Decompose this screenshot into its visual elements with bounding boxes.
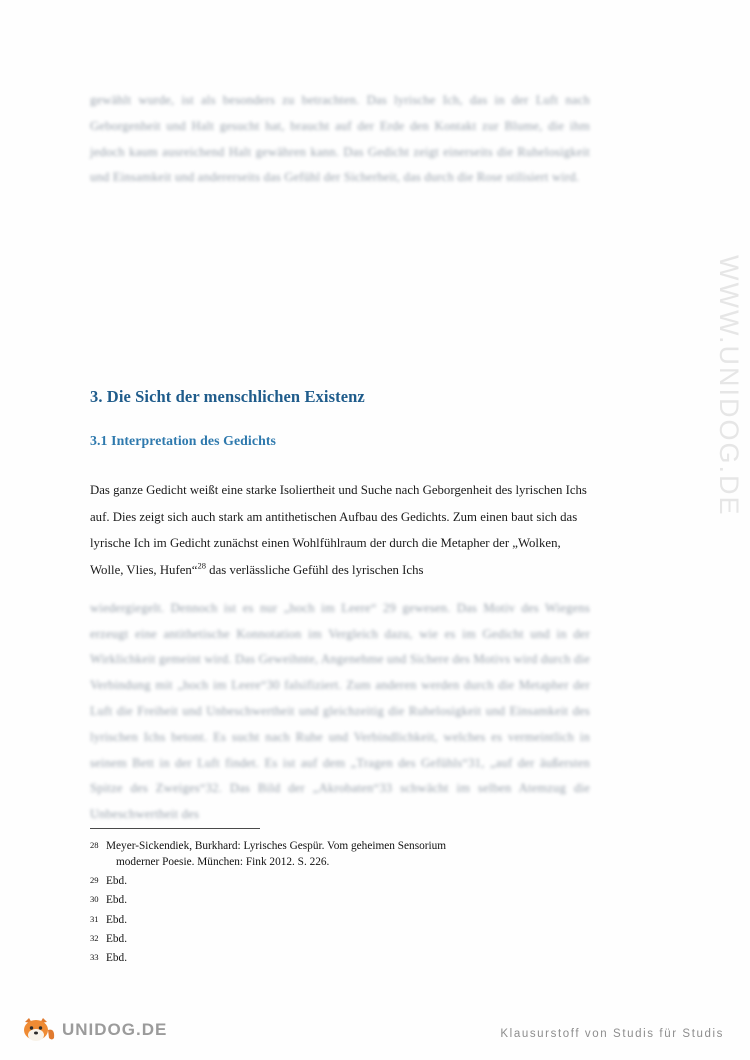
footnote-text: Ebd. (106, 932, 128, 945)
site-logo-text: UNIDOG.DE (62, 1020, 168, 1039)
footnote-separator (90, 828, 260, 829)
footnote-item (90, 892, 590, 908)
footnote-text (106, 838, 590, 871)
footnote-number: 33 (90, 952, 99, 963)
footnote-marker-28: 28 (197, 560, 206, 571)
footnote-number: 30 (90, 894, 99, 905)
footnote-item (90, 912, 590, 928)
body-paragraph-part2: das verlässliche Gefühl des lyrischen Ichs (205, 562, 424, 577)
body-blurred-wrap (90, 596, 590, 828)
section-heading: 3. Die Sicht der menschlichen Existenz (90, 387, 365, 407)
top-paragraph: gewählt wurde, ist als besonders zu betrachten. Das lyrische Ich, das in der Luft nach Geborgenheit und Halt gesucht hat, braucht auf der Erde den Kontakt zur Blume, die ihm jedoch kaum ausreichend Halt gewähren kann. Das Gedicht zeigt einerseits die Ruhelosigkeit und Einsamkeit und andererseits das Gefühl der Sicherheit, das durch die Rose stilisiert wird. (90, 93, 590, 185)
footnote-text: Ebd. (106, 913, 128, 926)
body-paragraph-wrap (90, 477, 590, 583)
body-paragraph (90, 477, 590, 583)
footnote-number: 32 (90, 932, 99, 943)
subsection-heading-wrap (90, 433, 590, 449)
footnote-text: Ebd. (106, 894, 128, 907)
footnote-item (90, 950, 590, 966)
footnote-item (90, 873, 590, 889)
footnote-text: Ebd. (106, 952, 128, 965)
footnote-text: Ebd. (106, 874, 128, 887)
footnote-area (90, 828, 590, 970)
footnote-text-line2: moderner Poesie. München: Fink 2012. S. 226. (116, 856, 330, 869)
footnote-text-line1: Meyer-Sickendiek, Burkhard: Lyrisches Gespür. Vom geheimen Sensorium (106, 840, 447, 852)
footnote-item (90, 838, 590, 871)
subsection-heading: 3.1 Interpretation des Gedichts (90, 433, 277, 449)
body-paragraph-part1: Das ganze Gedicht weißt eine starke Isoliertheit und Suche nach Geborgenheit des lyrischen Ichs auf. Dies zeigt sich auch stark am antithetischen Aufbau des Gedichts. Zum einen baut sich das lyrische Ich im Gedicht zunächst einen Wohlfühlraum der durch die Metapher der „Wolken, Wolle, Vlies, Hufen“ (90, 483, 587, 577)
section-heading-wrap (90, 387, 590, 407)
footnote-item (90, 931, 590, 947)
page-footer (0, 1002, 750, 1060)
document-content (90, 0, 590, 841)
footnote-number: 29 (90, 874, 99, 885)
body-paragraph-blurred: wiedergiegelt. Dennoch ist es nur „hoch im Leere“ 29 gewesen. Das Motiv des Wiegens erzeugt eine antithetische Konnotation im Vergleich dazu, wie es im Gedicht und in der Wirklichkeit gemeint wird. Das Geweihnte, Angenehme und Sichere des Motivs wird durch die Verbindung mit „hoch im Leere“30 falsifiziert. Zum anderen werden durch die Metapher der Luft die Freiheit und Unbeschwertheit und gleichzeitig die Ruhelosigkeit und Einsamkeit des lyrischen Ichs betont. Es sucht nach Ruhe und Verbindlichkeit, welches es vermeintlich in seinem Bett in der Luft findet. Es ist auf dem „Tragen des Gefühls“31, „auf der äußersten Spitze des Zweiges“32. Das Bild der „Akrobaten“33 schwächt im selben Atemzug die Unbeschwertheit des (90, 600, 590, 822)
footer-tagline: Klausurstoff von Studis für Studis (500, 1028, 724, 1040)
footnote-number: 31 (90, 913, 99, 924)
watermark: WWW.UNIDOG.DE (714, 255, 744, 517)
fox-icon (22, 1016, 56, 1044)
footnote-number: 28 (90, 840, 99, 850)
top-paragraph-block (90, 88, 590, 191)
site-logo (22, 1016, 167, 1044)
